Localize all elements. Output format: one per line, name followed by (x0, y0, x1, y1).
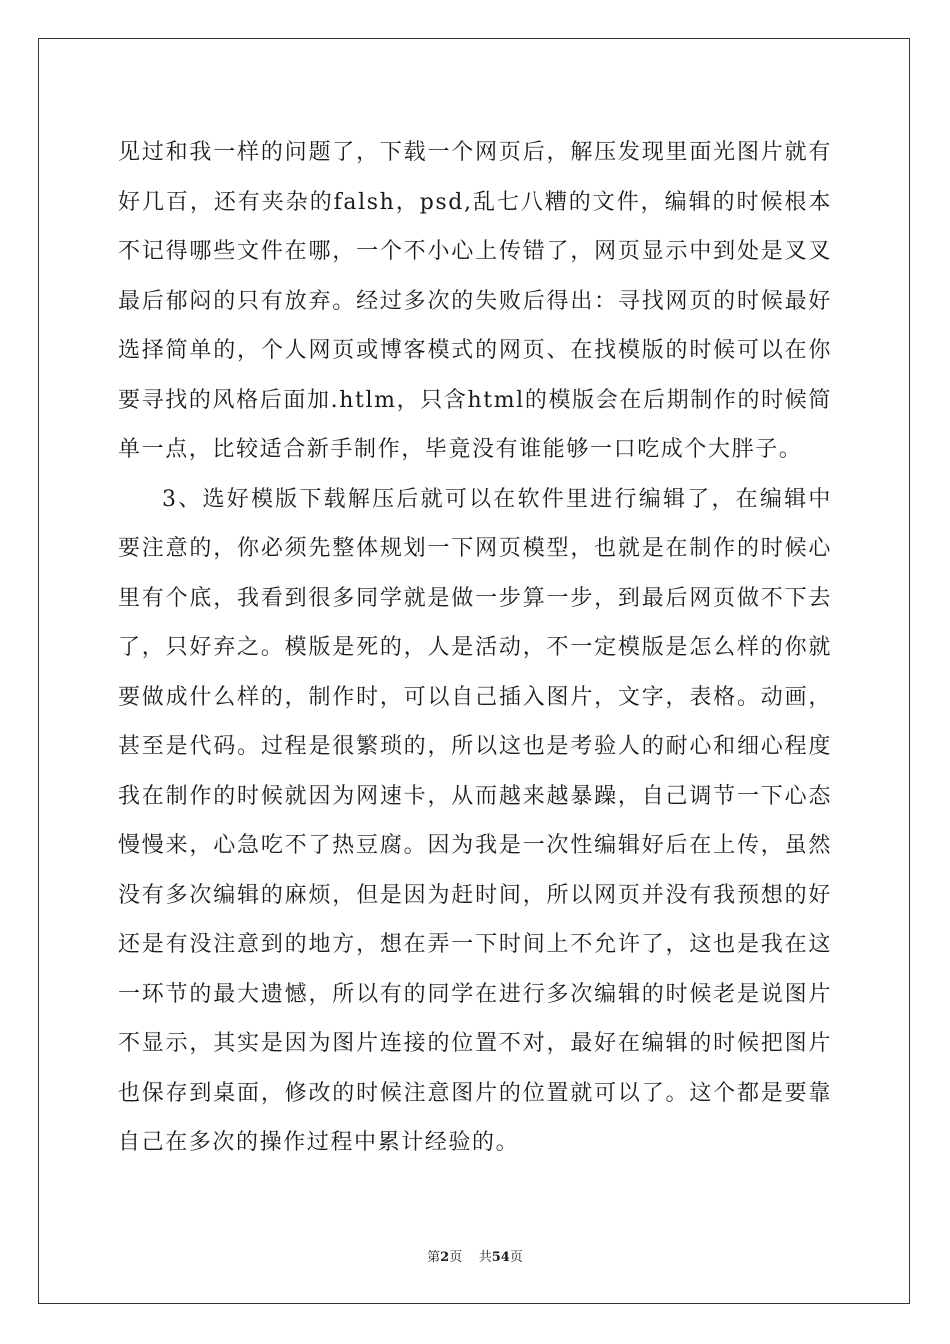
text-line: 也保存到桌面，修改的时候注意图片的位置就可以了。这个都是要靠 (118, 1080, 832, 1106)
footer-suffix: 页 (509, 1250, 523, 1265)
text-line: 自己在多次的操作过程中累计经验的。 (118, 1130, 520, 1155)
text-line: 还是有没注意到的地方，想在弄一下时间上不允许了，这也是我在这 (118, 932, 832, 957)
text-line: 见过和我一样的问题了，下载一个网页后，解压发现里面光图片就有 (118, 140, 832, 165)
text-line: 慢慢来，心急吃不了热豆腐。因为我是一次性编辑好后在上传，虽然 (118, 833, 832, 858)
text-line: 甚至是代码。过程是很繁琐的，所以这也是考验人的耐心和细心程度 (118, 734, 832, 759)
text-line: 最后郁闷的只有放弃。经过多次的失败后得出：寻找网页的时候最好 (118, 288, 832, 314)
text-line: 要做成什么样的，制作时，可以自己插入图片，文字，表格。动画， (118, 684, 832, 710)
current-page-number: 2 (440, 1250, 450, 1265)
text-line: 要寻找的风格后面加.htlm，只含html的模版会在后期制作的时候简 (118, 387, 832, 413)
footer-prefix: 第 (427, 1250, 441, 1265)
text-line: 了，只好弃之。模版是死的，人是活动，不一定模版是怎么样的你就 (118, 635, 832, 660)
text-line: 里有个底，我看到很多同学就是做一步算一步，到最后网页做不下去 (118, 585, 832, 611)
total-page-number: 54 (491, 1250, 510, 1265)
footer-mid: 页 共 (449, 1250, 492, 1265)
text-line: 3、选好模版下载解压后就可以在软件里进行编辑了，在编辑中 (162, 486, 832, 512)
text-line: 要注意的，你必须先整体规划一下网页模型，也就是在制作的时候心 (118, 536, 832, 561)
text-line: 不记得哪些文件在哪，一个不小心上传错了，网页显示中到处是叉叉 (118, 239, 832, 264)
paragraph (118, 128, 832, 475)
page-footer (0, 1246, 950, 1265)
text-line: 不显示，其实是因为图片连接的位置不对，最好在编辑的时候把图片 (118, 1031, 832, 1056)
text-line: 单一点，比较适合新手制作，毕竟没有谁能够一口吃成个大胖子。 (118, 437, 803, 462)
text-line: 我在制作的时候就因为网速卡，从而越来越暴躁，自己调节一下心态 (118, 783, 832, 809)
text-line: 没有多次编辑的麻烦，但是因为赶时间，所以网页并没有我预想的好 (118, 882, 832, 908)
document-body (118, 128, 832, 1168)
text-line: 选择简单的，个人网页或博客模式的网页、在找模版的时候可以在你 (118, 338, 832, 363)
text-line: 好几百，还有夹杂的falsh，psd,乱七八糟的文件，编辑的时候根本 (118, 189, 832, 215)
paragraph (118, 475, 832, 1168)
text-line: 一环节的最大遗憾，所以有的同学在进行多次编辑的时候老是说图片 (118, 981, 832, 1007)
